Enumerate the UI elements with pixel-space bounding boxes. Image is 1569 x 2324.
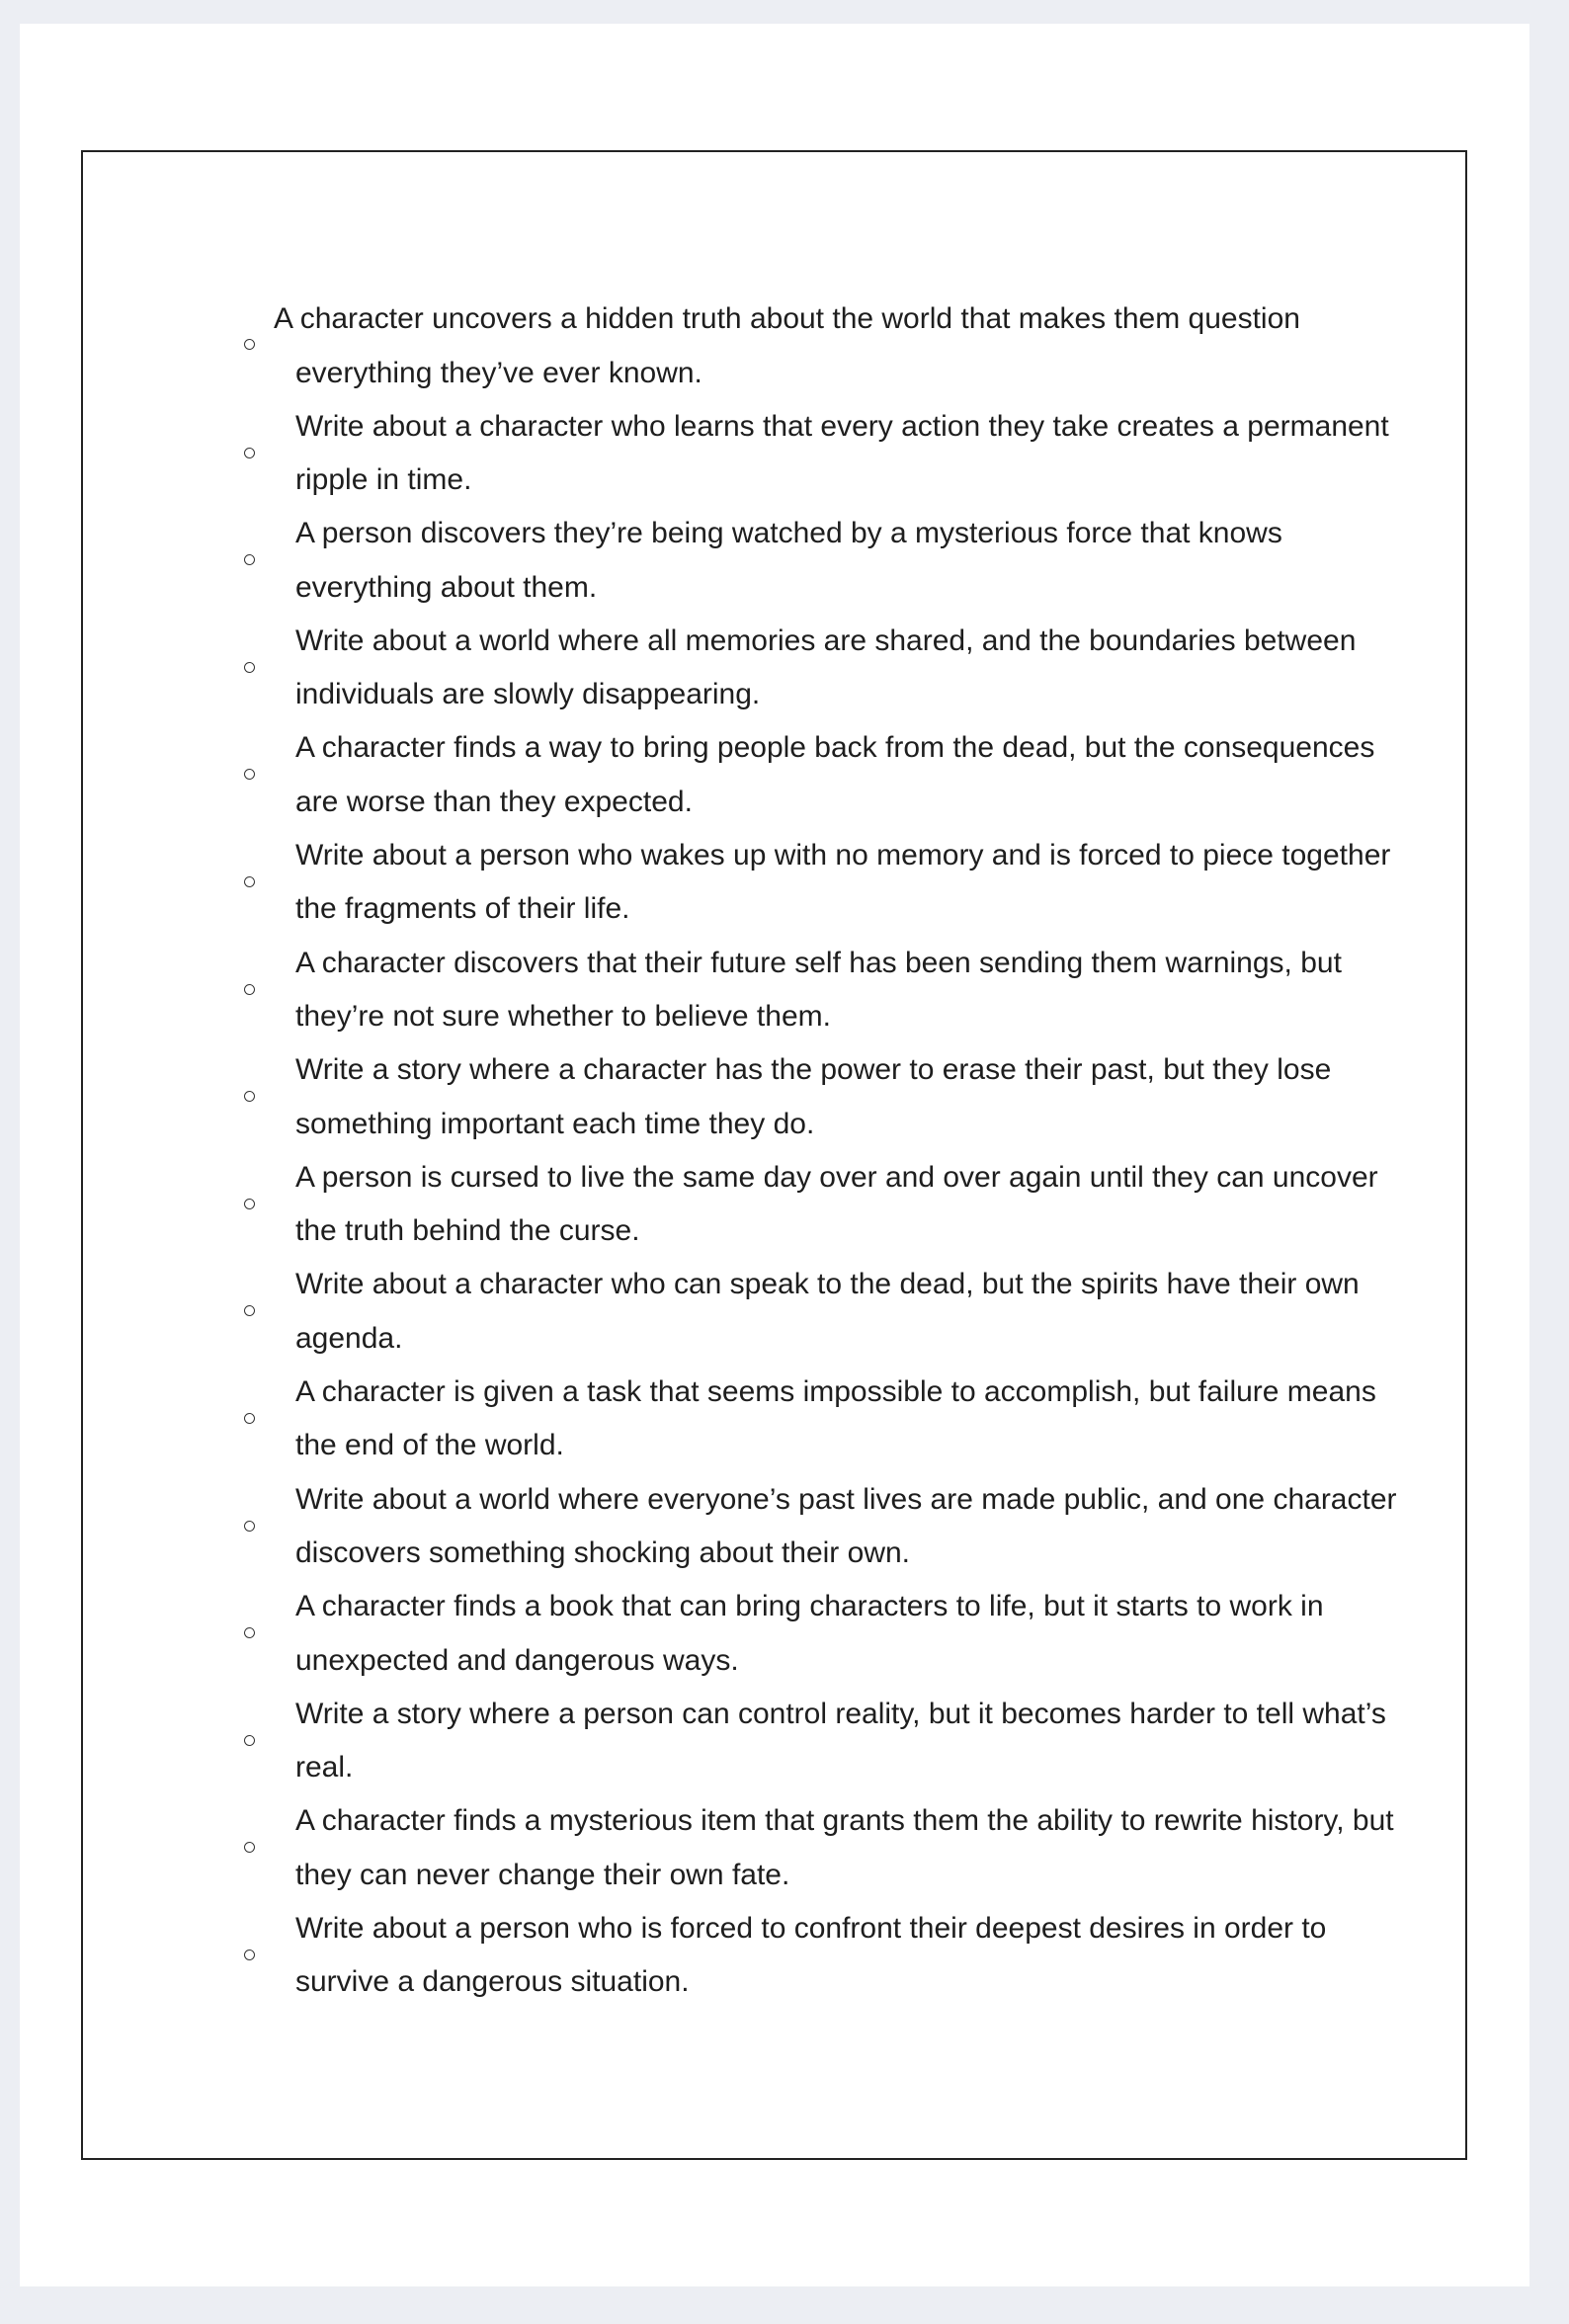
prompt-text: Write about a world where everyone’s past lives are made public, and one character discovers something shocking about their own. [295, 1482, 1397, 1570]
prompt-text: A person discovers they’re being watched by a mysterious force that knows everything about them. [295, 517, 1282, 604]
circle-bullet-icon [244, 1842, 255, 1853]
list-item [83, 1258, 1465, 1366]
circle-bullet-icon [244, 1950, 255, 1960]
list-item [83, 1902, 1465, 2010]
list-item [83, 829, 1465, 937]
circle-bullet-icon [244, 1199, 255, 1209]
prompt-text: Write about a character who learns that every action they take creates a permanent ripple in time. [295, 409, 1389, 497]
circle-bullet-icon [244, 339, 255, 350]
circle-bullet-icon [244, 1091, 255, 1102]
prompt-text: A character is given a task that seems impossible to accomplish, but failure means the end of the world. [295, 1374, 1376, 1462]
prompt-text: A character finds a way to bring people back from the dead, but the consequences are worse than they expected. [295, 731, 1375, 818]
list-item [83, 1794, 1465, 1902]
list-item [83, 507, 1465, 615]
prompt-text: Write a story where a character has the power to erase their past, but they lose something important each time they do. [295, 1053, 1332, 1140]
prompt-text: Write about a person who is forced to confront their deepest desires in order to survive a dangerous situation. [295, 1911, 1327, 1999]
list-item [83, 292, 1465, 400]
circle-bullet-icon [244, 1521, 255, 1532]
prompt-text: Write about a person who wakes up with no memory and is forced to piece together the fragments of their life. [295, 838, 1391, 926]
list-item [83, 937, 1465, 1044]
circle-bullet-icon [244, 876, 255, 887]
content-frame [81, 150, 1467, 2160]
prompt-text: Write about a world where all memories are shared, and the boundaries between individuals are slowly disappearing. [295, 623, 1357, 711]
list-item [83, 1366, 1465, 1473]
circle-bullet-icon [244, 554, 255, 565]
circle-bullet-icon [244, 662, 255, 673]
circle-bullet-icon [244, 769, 255, 780]
list-item [83, 400, 1465, 508]
list-item [83, 1473, 1465, 1581]
prompt-text: A character finds a mysterious item that grants them the ability to rewrite history, but they can never change their own fate. [295, 1804, 1394, 1891]
circle-bullet-icon [244, 1413, 255, 1424]
circle-bullet-icon [244, 1735, 255, 1746]
circle-bullet-icon [244, 1305, 255, 1316]
list-item [83, 1580, 1465, 1688]
document-page [20, 24, 1529, 2286]
writing-prompt-list [83, 292, 1465, 2010]
circle-bullet-icon [244, 448, 255, 458]
prompt-text: Write about a character who can speak to the dead, but the spirits have their own agenda. [295, 1268, 1360, 1355]
list-item [83, 1688, 1465, 1795]
list-item [83, 615, 1465, 722]
circle-bullet-icon [244, 1627, 255, 1638]
prompt-text: A person is cursed to live the same day over and over again until they can uncover the truth behind the curse. [295, 1160, 1378, 1248]
prompt-text: A character finds a book that can bring characters to life, but it starts to work in unexpected and dangerous ways. [295, 1590, 1324, 1677]
prompt-text: A character discovers that their future self has been sending them warnings, but they’re not sure whether to believe them. [295, 946, 1342, 1034]
prompt-text: Write a story where a person can control reality, but it becomes harder to tell what’s real. [295, 1697, 1386, 1784]
prompt-text: A character uncovers a hidden truth about the world that makes them question everything they’ve ever known. [274, 302, 1300, 389]
list-item [83, 1151, 1465, 1259]
list-item [83, 721, 1465, 829]
list-item [83, 1043, 1465, 1151]
circle-bullet-icon [244, 984, 255, 995]
